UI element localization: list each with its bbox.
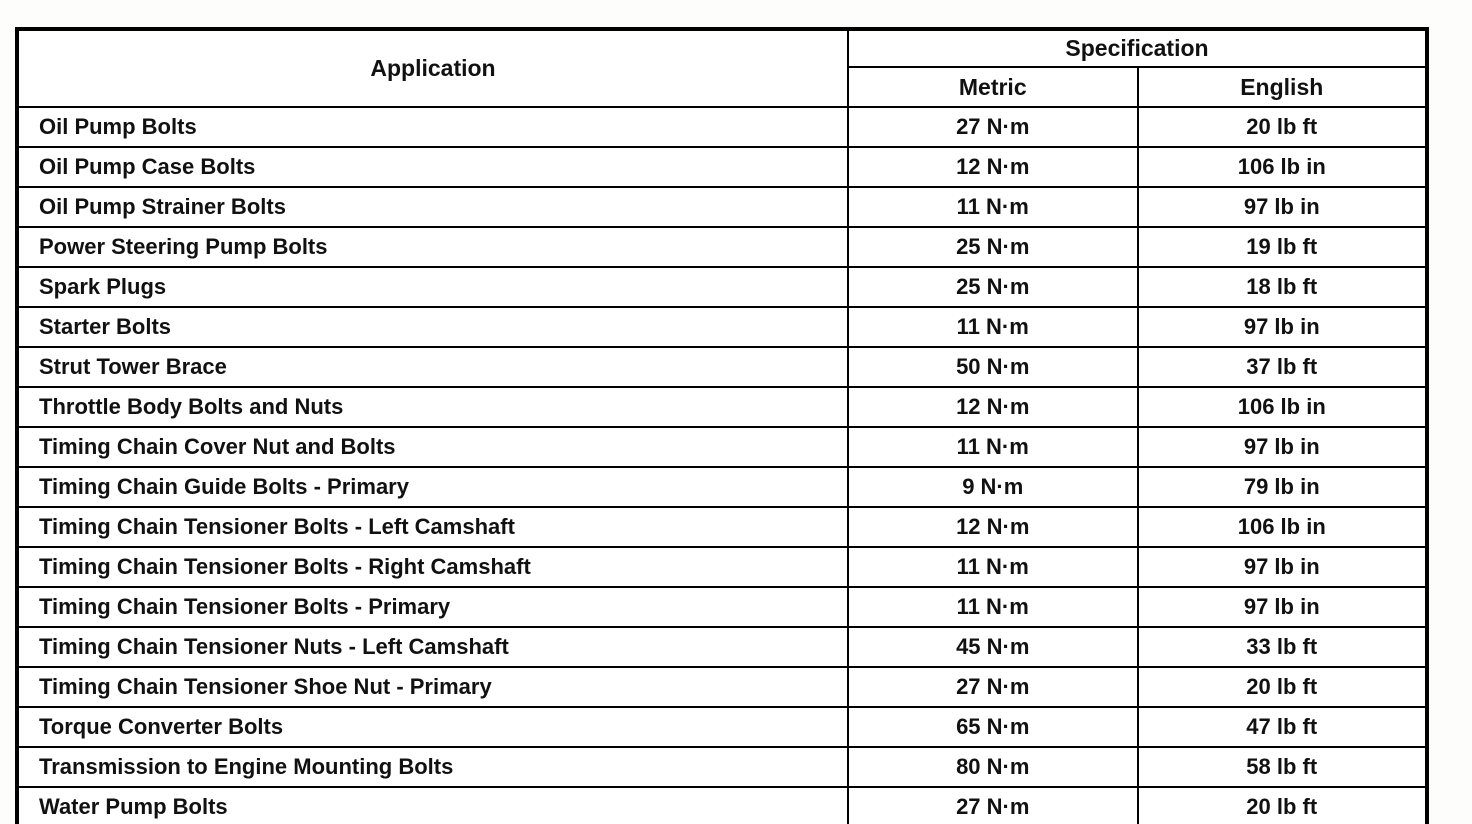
cell-metric: 27 N·m [848, 107, 1138, 147]
cell-application: Oil Pump Strainer Bolts [17, 187, 848, 227]
cell-application: Timing Chain Tensioner Shoe Nut - Primary [17, 667, 848, 707]
table-row [17, 387, 1427, 427]
table-header [17, 29, 1427, 107]
cell-english: 79 lb in [1138, 467, 1428, 507]
cell-english: 20 lb ft [1138, 787, 1428, 824]
table-row [17, 147, 1427, 187]
cell-application: Torque Converter Bolts [17, 707, 848, 747]
table-row [17, 427, 1427, 467]
table-row [17, 267, 1427, 307]
cell-metric: 45 N·m [848, 627, 1138, 667]
cell-application: Throttle Body Bolts and Nuts [17, 387, 848, 427]
cell-application: Timing Chain Tensioner Bolts - Primary [17, 587, 848, 627]
cell-application: Timing Chain Cover Nut and Bolts [17, 427, 848, 467]
cell-application: Water Pump Bolts [17, 787, 848, 824]
cell-english: 18 lb ft [1138, 267, 1428, 307]
cell-metric: 25 N·m [848, 227, 1138, 267]
cell-application: Power Steering Pump Bolts [17, 227, 848, 267]
header-row-top [17, 29, 1427, 67]
cell-metric: 27 N·m [848, 667, 1138, 707]
table-row [17, 747, 1427, 787]
cell-english: 47 lb ft [1138, 707, 1428, 747]
cell-english: 106 lb in [1138, 147, 1428, 187]
table-row [17, 507, 1427, 547]
cell-english: 58 lb ft [1138, 747, 1428, 787]
cell-metric: 11 N·m [848, 187, 1138, 227]
cell-metric: 11 N·m [848, 427, 1138, 467]
cell-english: 37 lb ft [1138, 347, 1428, 387]
cell-metric: 25 N·m [848, 267, 1138, 307]
table-body [17, 107, 1427, 824]
cell-application: Spark Plugs [17, 267, 848, 307]
table-row [17, 707, 1427, 747]
header-specification: Specification [848, 29, 1427, 67]
cell-metric: 12 N·m [848, 507, 1138, 547]
cell-metric: 9 N·m [848, 467, 1138, 507]
cell-application: Transmission to Engine Mounting Bolts [17, 747, 848, 787]
cell-metric: 27 N·m [848, 787, 1138, 824]
cell-application: Timing Chain Tensioner Nuts - Left Camshaft [17, 627, 848, 667]
header-application: Application [17, 29, 848, 107]
table-row [17, 587, 1427, 627]
cell-application: Timing Chain Guide Bolts - Primary [17, 467, 848, 507]
cell-application: Oil Pump Case Bolts [17, 147, 848, 187]
cell-metric: 12 N·m [848, 387, 1138, 427]
cell-english: 106 lb in [1138, 507, 1428, 547]
table-row [17, 227, 1427, 267]
cell-english: 97 lb in [1138, 307, 1428, 347]
cell-application: Timing Chain Tensioner Bolts - Left Camshaft [17, 507, 848, 547]
cell-metric: 50 N·m [848, 347, 1138, 387]
cell-metric: 80 N·m [848, 747, 1138, 787]
cell-english: 97 lb in [1138, 427, 1428, 467]
cell-metric: 11 N·m [848, 547, 1138, 587]
table-row [17, 347, 1427, 387]
cell-english: 19 lb ft [1138, 227, 1428, 267]
cell-english: 106 lb in [1138, 387, 1428, 427]
cell-application: Timing Chain Tensioner Bolts - Right Camshaft [17, 547, 848, 587]
cell-english: 20 lb ft [1138, 667, 1428, 707]
cell-english: 97 lb in [1138, 587, 1428, 627]
table-row [17, 467, 1427, 507]
table-row [17, 307, 1427, 347]
table-row [17, 187, 1427, 227]
table-row [17, 627, 1427, 667]
cell-metric: 65 N·m [848, 707, 1138, 747]
header-metric: Metric [848, 67, 1138, 107]
table-row [17, 787, 1427, 824]
cell-metric: 12 N·m [848, 147, 1138, 187]
cell-metric: 11 N·m [848, 307, 1138, 347]
cell-application: Strut Tower Brace [17, 347, 848, 387]
cell-application: Starter Bolts [17, 307, 848, 347]
cell-metric: 11 N·m [848, 587, 1138, 627]
cell-application: Oil Pump Bolts [17, 107, 848, 147]
table-row [17, 547, 1427, 587]
table-row [17, 107, 1427, 147]
header-english: English [1138, 67, 1428, 107]
table-row [17, 667, 1427, 707]
cell-english: 97 lb in [1138, 187, 1428, 227]
fastener-specifications-table [15, 27, 1429, 824]
cell-english: 20 lb ft [1138, 107, 1428, 147]
cell-english: 33 lb ft [1138, 627, 1428, 667]
cell-english: 97 lb in [1138, 547, 1428, 587]
